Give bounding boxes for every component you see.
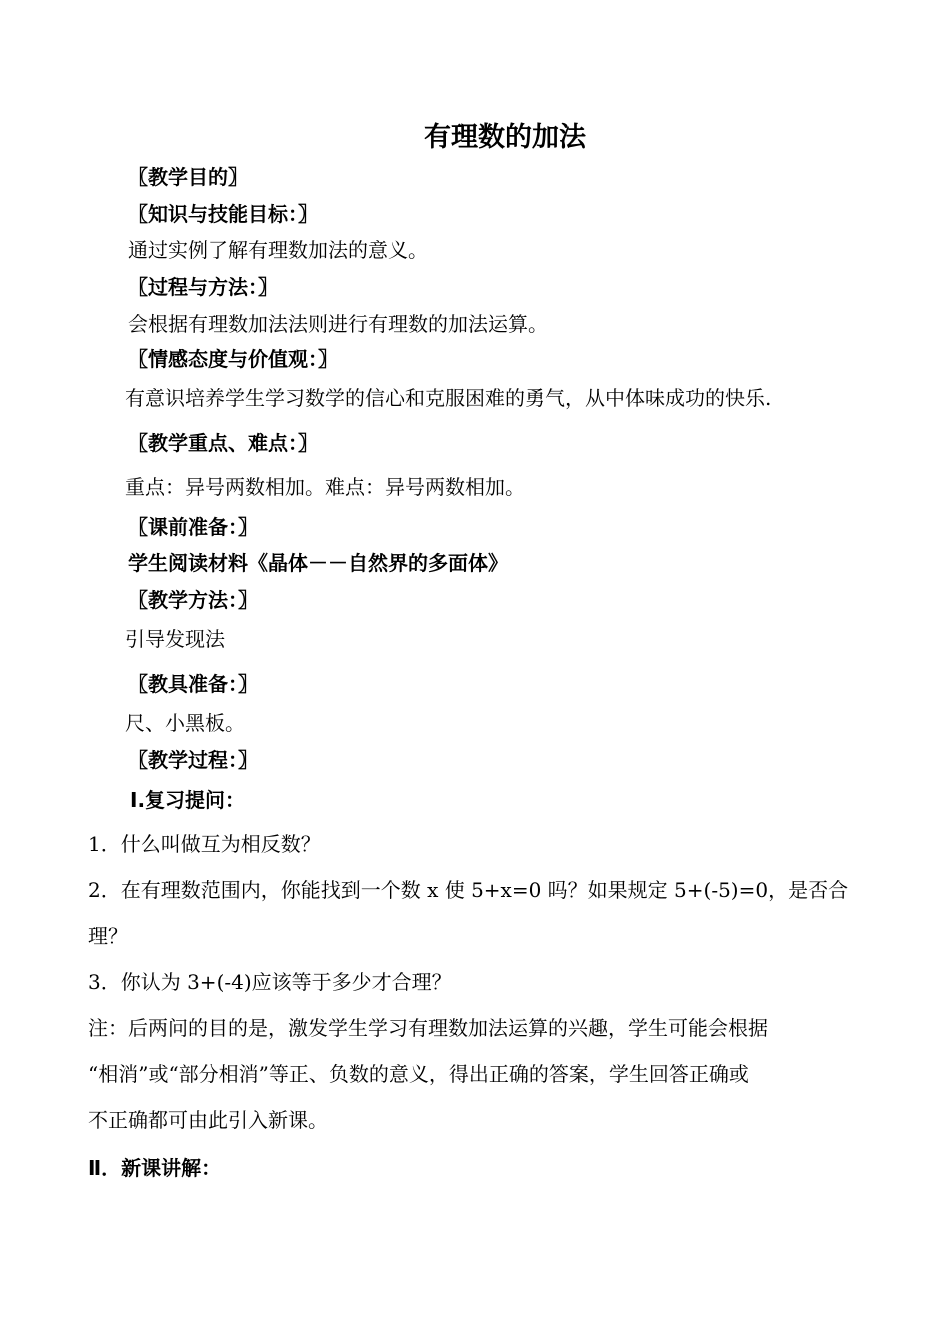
question-2-line-1: 2．在有理数范围内，你能找到一个数 x 使 5+x=0 吗？如果规定 5+(-5)=0，是否合 [88, 878, 849, 902]
prep-text: 学生阅读材料《晶体－－自然界的多面体》 [128, 551, 508, 575]
tools-heading: 〖教具准备：〗 [128, 672, 258, 696]
prep-heading: 〖课前准备：〗 [128, 515, 258, 539]
page-title: 有理数的加法 [424, 122, 586, 153]
method-heading: 〖教学方法：〗 [128, 588, 258, 612]
key-heading: 〖教学重点、难点：〗 [128, 431, 318, 455]
note-line-2: “相消”或“部分相消”等正、负数的意义，得出正确的答案，学生回答正确或 [88, 1062, 749, 1086]
new-lesson-heading: Ⅱ．新课讲解： [88, 1156, 222, 1180]
process-heading: 〖过程与方法：〗 [128, 275, 278, 299]
method-text: 引导发现法 [125, 627, 225, 651]
knowledge-text: 通过实例了解有理数加法的意义。 [128, 238, 428, 262]
key-text: 重点：异号两数相加。难点：异号两数相加。 [125, 475, 525, 499]
emotion-heading: 〖情感态度与价值观：〗 [128, 347, 338, 371]
emotion-text: 有意识培养学生学习数学的信心和克服困难的勇气，从中体味成功的快乐. [125, 386, 772, 410]
question-3: 3．你认为 3+(-4)应该等于多少才合理？ [88, 970, 452, 994]
tools-text: 尺、小黑板。 [125, 711, 245, 735]
question-1: 1．什么叫做互为相反数？ [88, 832, 321, 856]
process-text: 会根据有理数加法法则进行有理数的加法运算。 [128, 312, 548, 336]
knowledge-heading: 〖知识与技能目标：〗 [128, 202, 318, 226]
note-line-3: 不正确都可由此引入新课。 [88, 1108, 328, 1132]
aim-heading: 〖教学目的〗 [128, 165, 248, 189]
review-heading: Ⅰ.复习提问： [130, 788, 246, 812]
question-2-line-2: 理？ [88, 924, 128, 948]
note-line-1: 注：后两问的目的是，激发学生学习有理数加法运算的兴趣，学生可能会根据 [88, 1016, 768, 1040]
procedure-heading: 〖教学过程：〗 [128, 748, 258, 772]
